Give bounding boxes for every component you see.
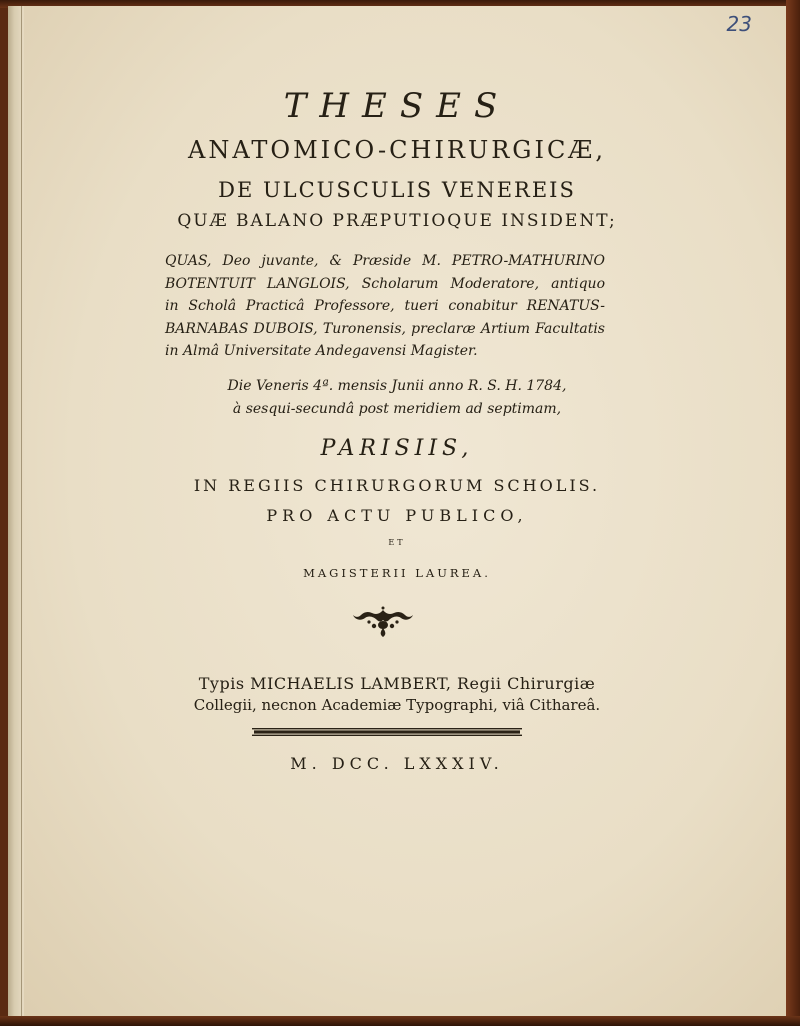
- binding-right-edge: [786, 0, 800, 1026]
- et-line: ET: [388, 538, 406, 547]
- date-line: Die Veneris 4ª. mensis Junii anno R. S. H. 1784,: [227, 378, 567, 394]
- fleuron-ornament-icon: [352, 606, 414, 638]
- scholis-line: IN REGIIS CHIRURGORUM SCHOLIS.: [193, 476, 601, 495]
- paragraph-line: in Almâ Universitate Andegavensi Magister.: [165, 343, 478, 359]
- ornamental-rule: [252, 728, 522, 736]
- binding-bottom-edge: [0, 1016, 800, 1026]
- paragraph-line: BARNABAS DUBOIS, Turonensis, preclaræ Artium Facultatis: [165, 320, 605, 337]
- subtitle-balano: QUÆ BALANO PRÆPUTIOQUE INSIDENT;: [177, 211, 617, 231]
- place-heading: PARISIIS,: [320, 436, 474, 461]
- subtitle-ulcusculis: DE ULCUSCULIS VENEREIS: [218, 178, 576, 202]
- actu-publico-line: PRO ACTU PUBLICO,: [266, 506, 528, 525]
- imprint-year: M. DCC. LXXXIV.: [290, 754, 504, 773]
- dedication-paragraph: [165, 250, 605, 363]
- printer-address-line: Collegii, necnon Academiæ Typographi, viâ Cithareâ.: [193, 696, 601, 714]
- time-line: à sesqui-secundâ post meridiem ad septimam,: [232, 401, 562, 417]
- folio-number: 23: [726, 12, 752, 36]
- paragraph-line: in Scholâ Practicâ Professore, tueri conabitur RENATUS-: [165, 298, 605, 314]
- subtitle-anatomico: ANATOMICO-CHIRURGICÆ,: [188, 136, 606, 164]
- magisterii-line: MAGISTERII LAUREA.: [303, 566, 491, 580]
- paragraph-line: BOTENTUIT LANGLOIS, Scholarum Moderatore, antiquo: [165, 275, 605, 292]
- printer-line: Typis MICHAELIS LAMBERT, Regii Chirurgiæ: [198, 674, 596, 693]
- paragraph-line: QUAS, Deo juvante, & Præside M. PETRO-MATHURINO: [165, 253, 605, 269]
- title-page: [8, 6, 786, 1016]
- main-title: THESES: [283, 86, 511, 126]
